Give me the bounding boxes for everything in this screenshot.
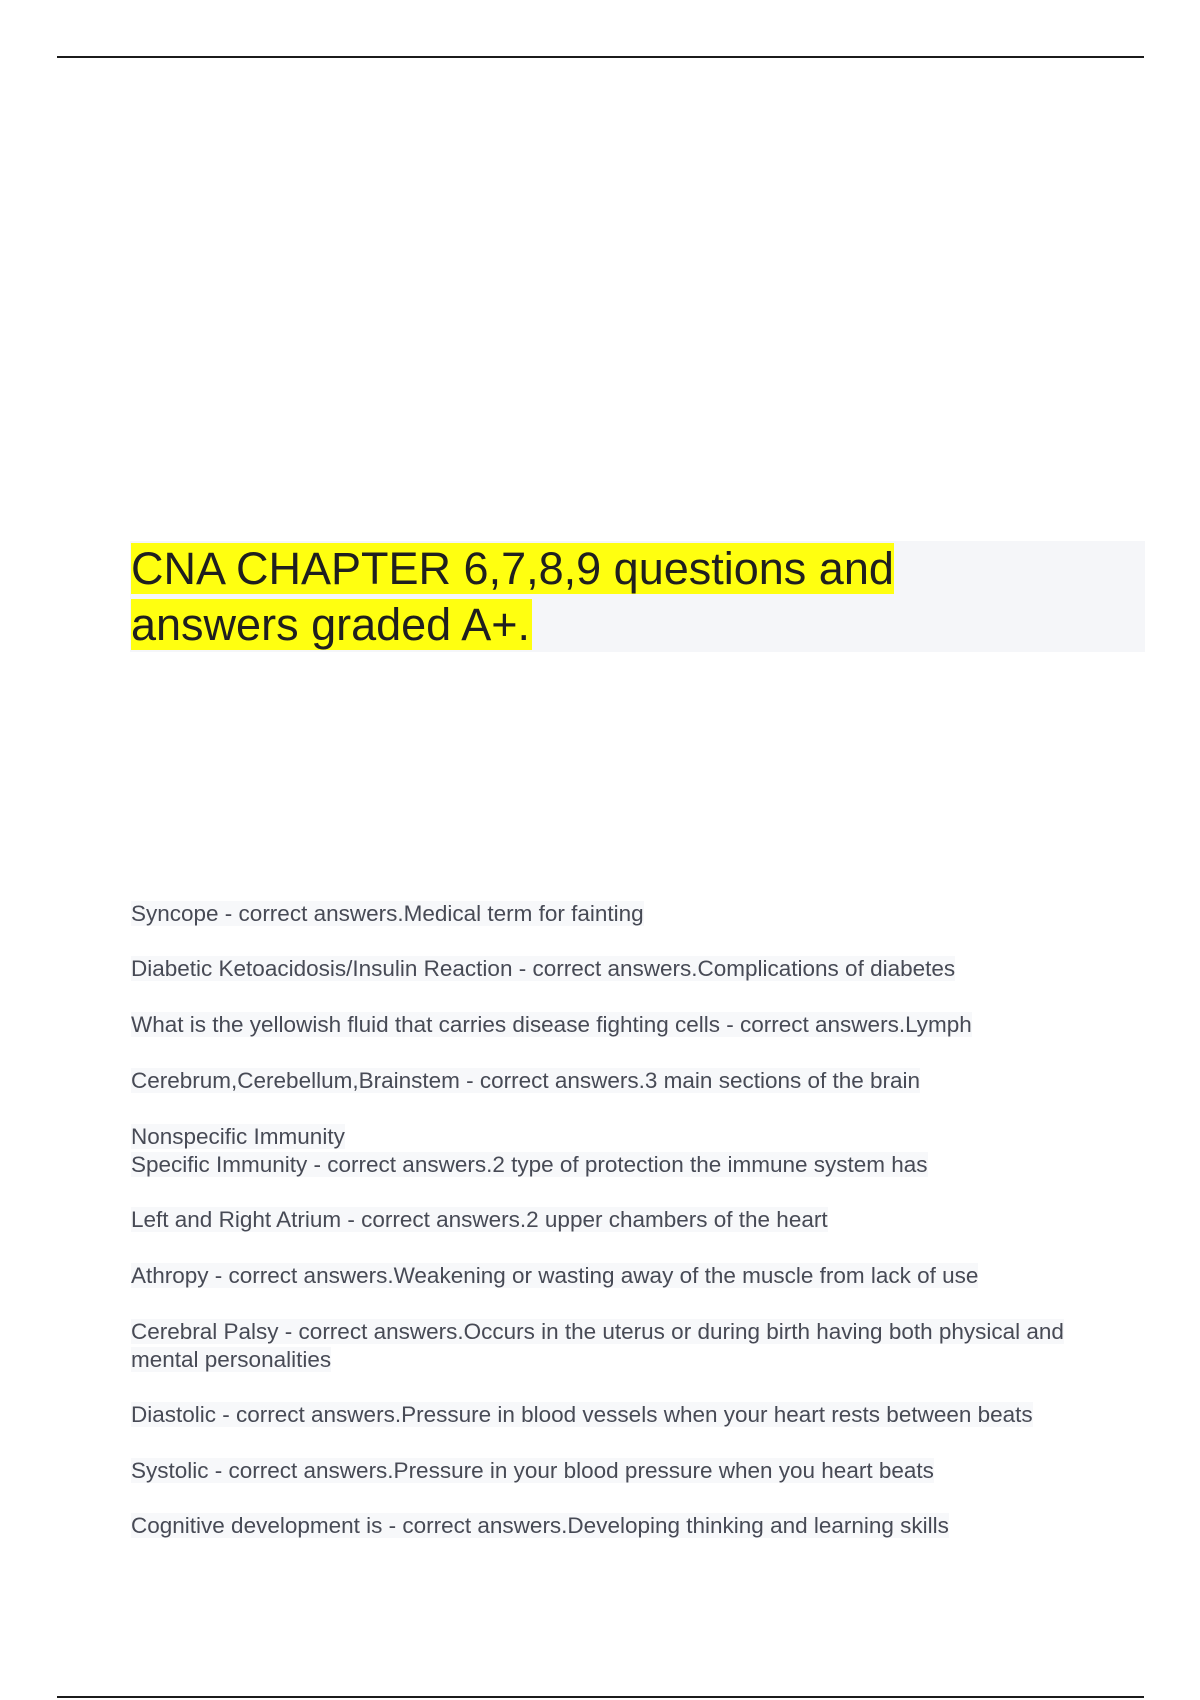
qa-item-text: Cognitive development is - correct answers.Developing thinking and learning skills	[131, 1513, 949, 1538]
qa-item	[131, 1011, 972, 1039]
qa-item	[131, 1401, 1033, 1429]
qa-item-text: What is the yellowish fluid that carries disease fighting cells - correct answers.Lymph	[131, 1012, 972, 1037]
qa-item	[131, 955, 955, 983]
qa-item-text: Syncope - correct answers.Medical term for fainting	[131, 901, 644, 926]
bottom-rule	[57, 1696, 1144, 1698]
qa-item	[131, 1123, 928, 1179]
qa-item	[131, 1262, 978, 1290]
top-rule	[57, 56, 1144, 58]
qa-item-text: Athropy - correct answers.Weakening or wasting away of the muscle from lack of use	[131, 1263, 979, 1288]
qa-item	[131, 1067, 920, 1095]
qa-item-text: Nonspecific Immunity Specific Immunity - correct answers.2 type of protection the immune system has	[131, 1124, 928, 1177]
qa-item-text: Systolic - correct answers.Pressure in your blood pressure when you heart beats	[131, 1458, 934, 1483]
qa-item	[131, 1206, 828, 1234]
qa-item	[131, 1457, 934, 1485]
qa-item	[131, 900, 644, 928]
qa-item-text: Cerebrum,Cerebellum,Brainstem - correct answers.3 main sections of the brain	[131, 1068, 921, 1093]
qa-item	[131, 1512, 949, 1540]
document-title-text: CNA CHAPTER 6,7,8,9 questions and answers graded A+.	[131, 543, 894, 650]
qa-item-text: Left and Right Atrium - correct answers.2 upper chambers of the heart	[131, 1207, 828, 1232]
document-title	[131, 541, 1031, 653]
qa-item-text: Diabetic Ketoacidosis/Insulin Reaction - correct answers.Complications of diabetes	[131, 956, 956, 981]
qa-item-text: Cerebral Palsy - correct answers.Occurs in the uterus or during birth having both physical and mental personalities	[131, 1319, 1064, 1372]
qa-item	[131, 1318, 1064, 1374]
qa-item-text: Diastolic - correct answers.Pressure in blood vessels when your heart rests between beats	[131, 1402, 1033, 1427]
